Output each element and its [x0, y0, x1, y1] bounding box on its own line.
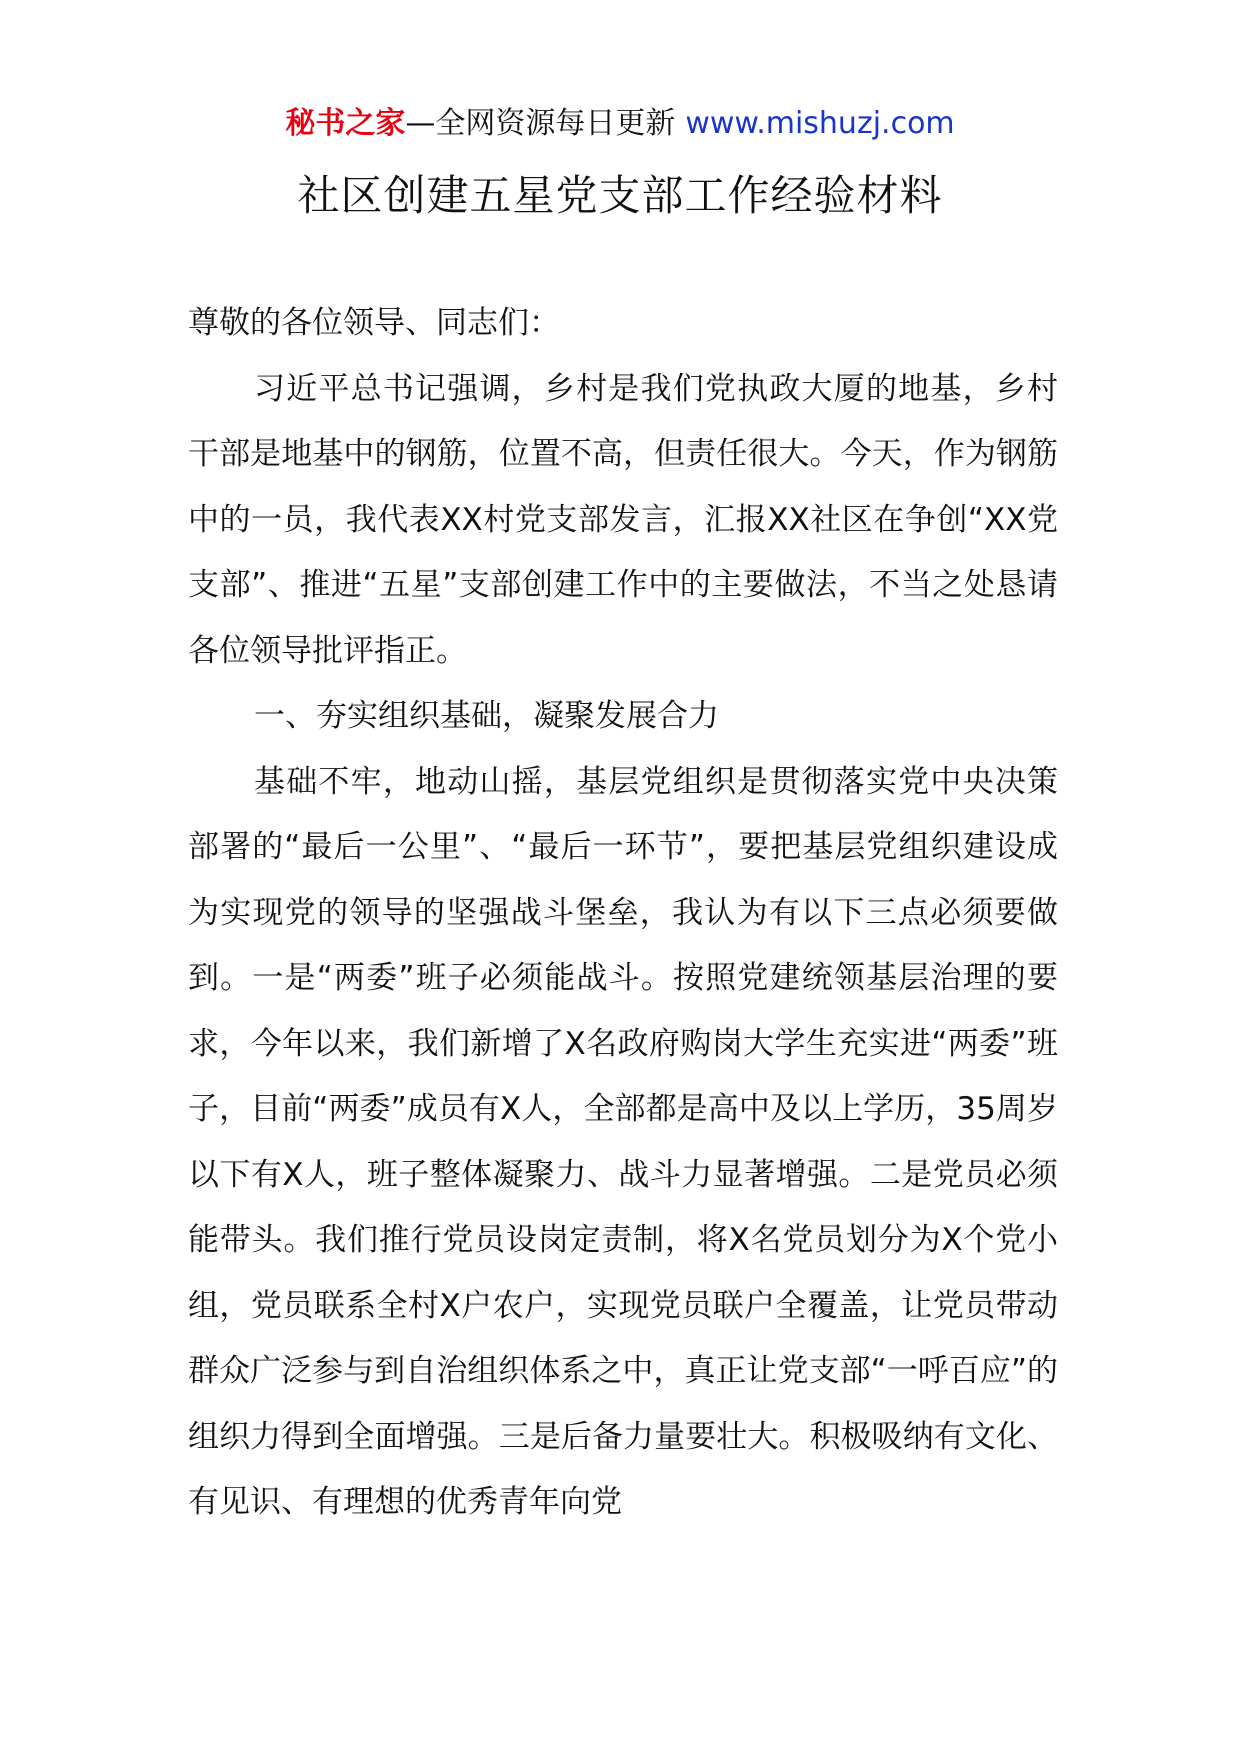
banner-separator: —: [405, 106, 436, 141]
brand-name: 秘书之家: [285, 106, 406, 141]
section-paragraph: 基础不牢，地动山摇，基层党组织是贯彻落实党中央决策部署的“最后一公里”、“最后一环节”，要把基层党组织建设成为实现党的领导的坚强战斗堡垒，我认为有以下三点必须要做到。一是“两委”班子必须能战斗。按照党建统领基层治理的要求，今年以来，我们新增了X名政府购岗大学生充实进“两委”班子，目前“两委”成员有X人，全部都是高中及以上学历，35周岁以下有X人，班子整体凝聚力、战斗力显著增强。二是党员必须能带头。我们推行党员设岗定责制，将X名党员划分为X个党小组，党员联系全村X户农户，实现党员联户全覆盖，让党员带动群众广泛参与到自治组织体系之中，真正让党支部“一呼百应”的组织力得到全面增强。三是后备力量要壮大。积极吸纳有文化、有见识、有理想的优秀青年向党: [188, 763, 1058, 1520]
intro-paragraph: 习近平总书记强调，乡村是我们党执政大厦的地基，乡村干部是地基中的钢筋，位置不高，但责任很大。今天，作为钢筋中的一员，我代表XX村党支部发言，汇报XX社区在争创“XX党支部”、推进“五星”支部创建工作中的主要做法，不当之处恳请各位领导批评指正。: [188, 370, 1058, 669]
banner-tagline: 全网资源每日更新: [435, 106, 676, 141]
document-body: [188, 291, 1058, 1536]
section-heading: 一、夯实组织基础，凝聚发展合力: [254, 698, 719, 734]
document-title: 社区创建五星党支部工作经验材料: [297, 171, 943, 220]
site-url-link[interactable]: www.mishuzj.com: [685, 106, 955, 141]
salutation: 尊敬的各位领导、同志们：: [188, 305, 560, 341]
site-banner: [0, 100, 1240, 148]
